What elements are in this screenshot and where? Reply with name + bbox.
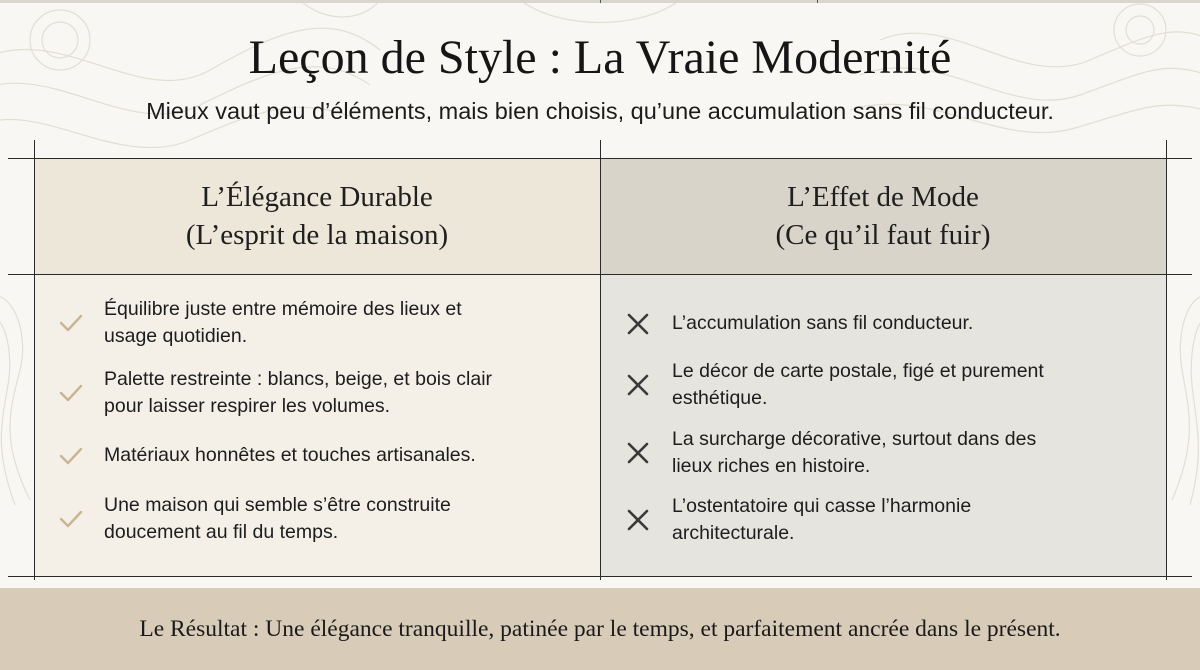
left-column-header [34, 158, 600, 274]
check-icon [58, 506, 84, 532]
list-item [58, 296, 462, 350]
result-banner [0, 588, 1200, 670]
check-icon [58, 310, 84, 336]
cross-icon [626, 373, 650, 397]
item-text: Équilibre juste entre mémoire des lieux et [104, 298, 462, 320]
item-text: L’accumulation sans fil conducteur. [672, 312, 974, 334]
table-right-line [1166, 140, 1167, 580]
comparison-table [0, 140, 1200, 580]
item-text: L’ostentatoire qui casse l’harmonie [672, 495, 972, 517]
item-text: usage quotidien. [104, 325, 248, 347]
item-text: Une maison qui semble s’être construite [104, 494, 451, 516]
list-item [58, 442, 476, 469]
item-text: lieux riches en histoire. [672, 455, 871, 477]
item-text: Palette restreinte : blancs, beige, et bois clair [104, 368, 493, 390]
left-heading-line2: (L’esprit de la maison) [185, 219, 449, 251]
list-item [58, 366, 492, 420]
right-heading-line1: L’Effet de Mode [787, 181, 979, 213]
right-heading-line2: (Ce qu’il faut fuir) [775, 219, 991, 251]
cross-icon [626, 441, 650, 465]
item-text: Le décor de carte postale, figé et purement [672, 360, 1044, 382]
item-text: doucement au fil du temps. [104, 521, 339, 543]
top-tick [600, 0, 601, 3]
list-item [626, 358, 1044, 412]
cross-icon [626, 312, 650, 336]
page-subtitle: Mieux vaut peu d’éléments, mais bien choisis, qu’une accumulation sans fil conducteur. [146, 98, 1054, 124]
item-text: Matériaux honnêtes et touches artisanales. [104, 444, 476, 466]
item-text: esthétique. [672, 387, 768, 409]
result-text: Le Résultat : Une élégance tranquille, patinée par le temps, et parfaitement ancrée dans le présent. [139, 615, 1061, 642]
list-item [626, 493, 971, 547]
table-left-line [34, 140, 35, 580]
item-text: pour laisser respirer les volumes. [104, 395, 391, 417]
page-title: Leçon de Style : La Vraie Modernité [248, 31, 952, 84]
check-icon [58, 380, 84, 406]
table-center-line [600, 140, 601, 580]
left-heading-line1: L’Élégance Durable [201, 181, 433, 213]
list-item [626, 310, 973, 337]
right-column-header [600, 158, 1166, 274]
list-item [626, 426, 1036, 480]
top-tick [817, 0, 818, 3]
check-icon [58, 443, 84, 469]
list-item [58, 492, 451, 546]
cross-icon [626, 508, 650, 532]
item-text: La surcharge décorative, surtout dans des [672, 428, 1037, 450]
item-text: architecturale. [672, 522, 795, 544]
